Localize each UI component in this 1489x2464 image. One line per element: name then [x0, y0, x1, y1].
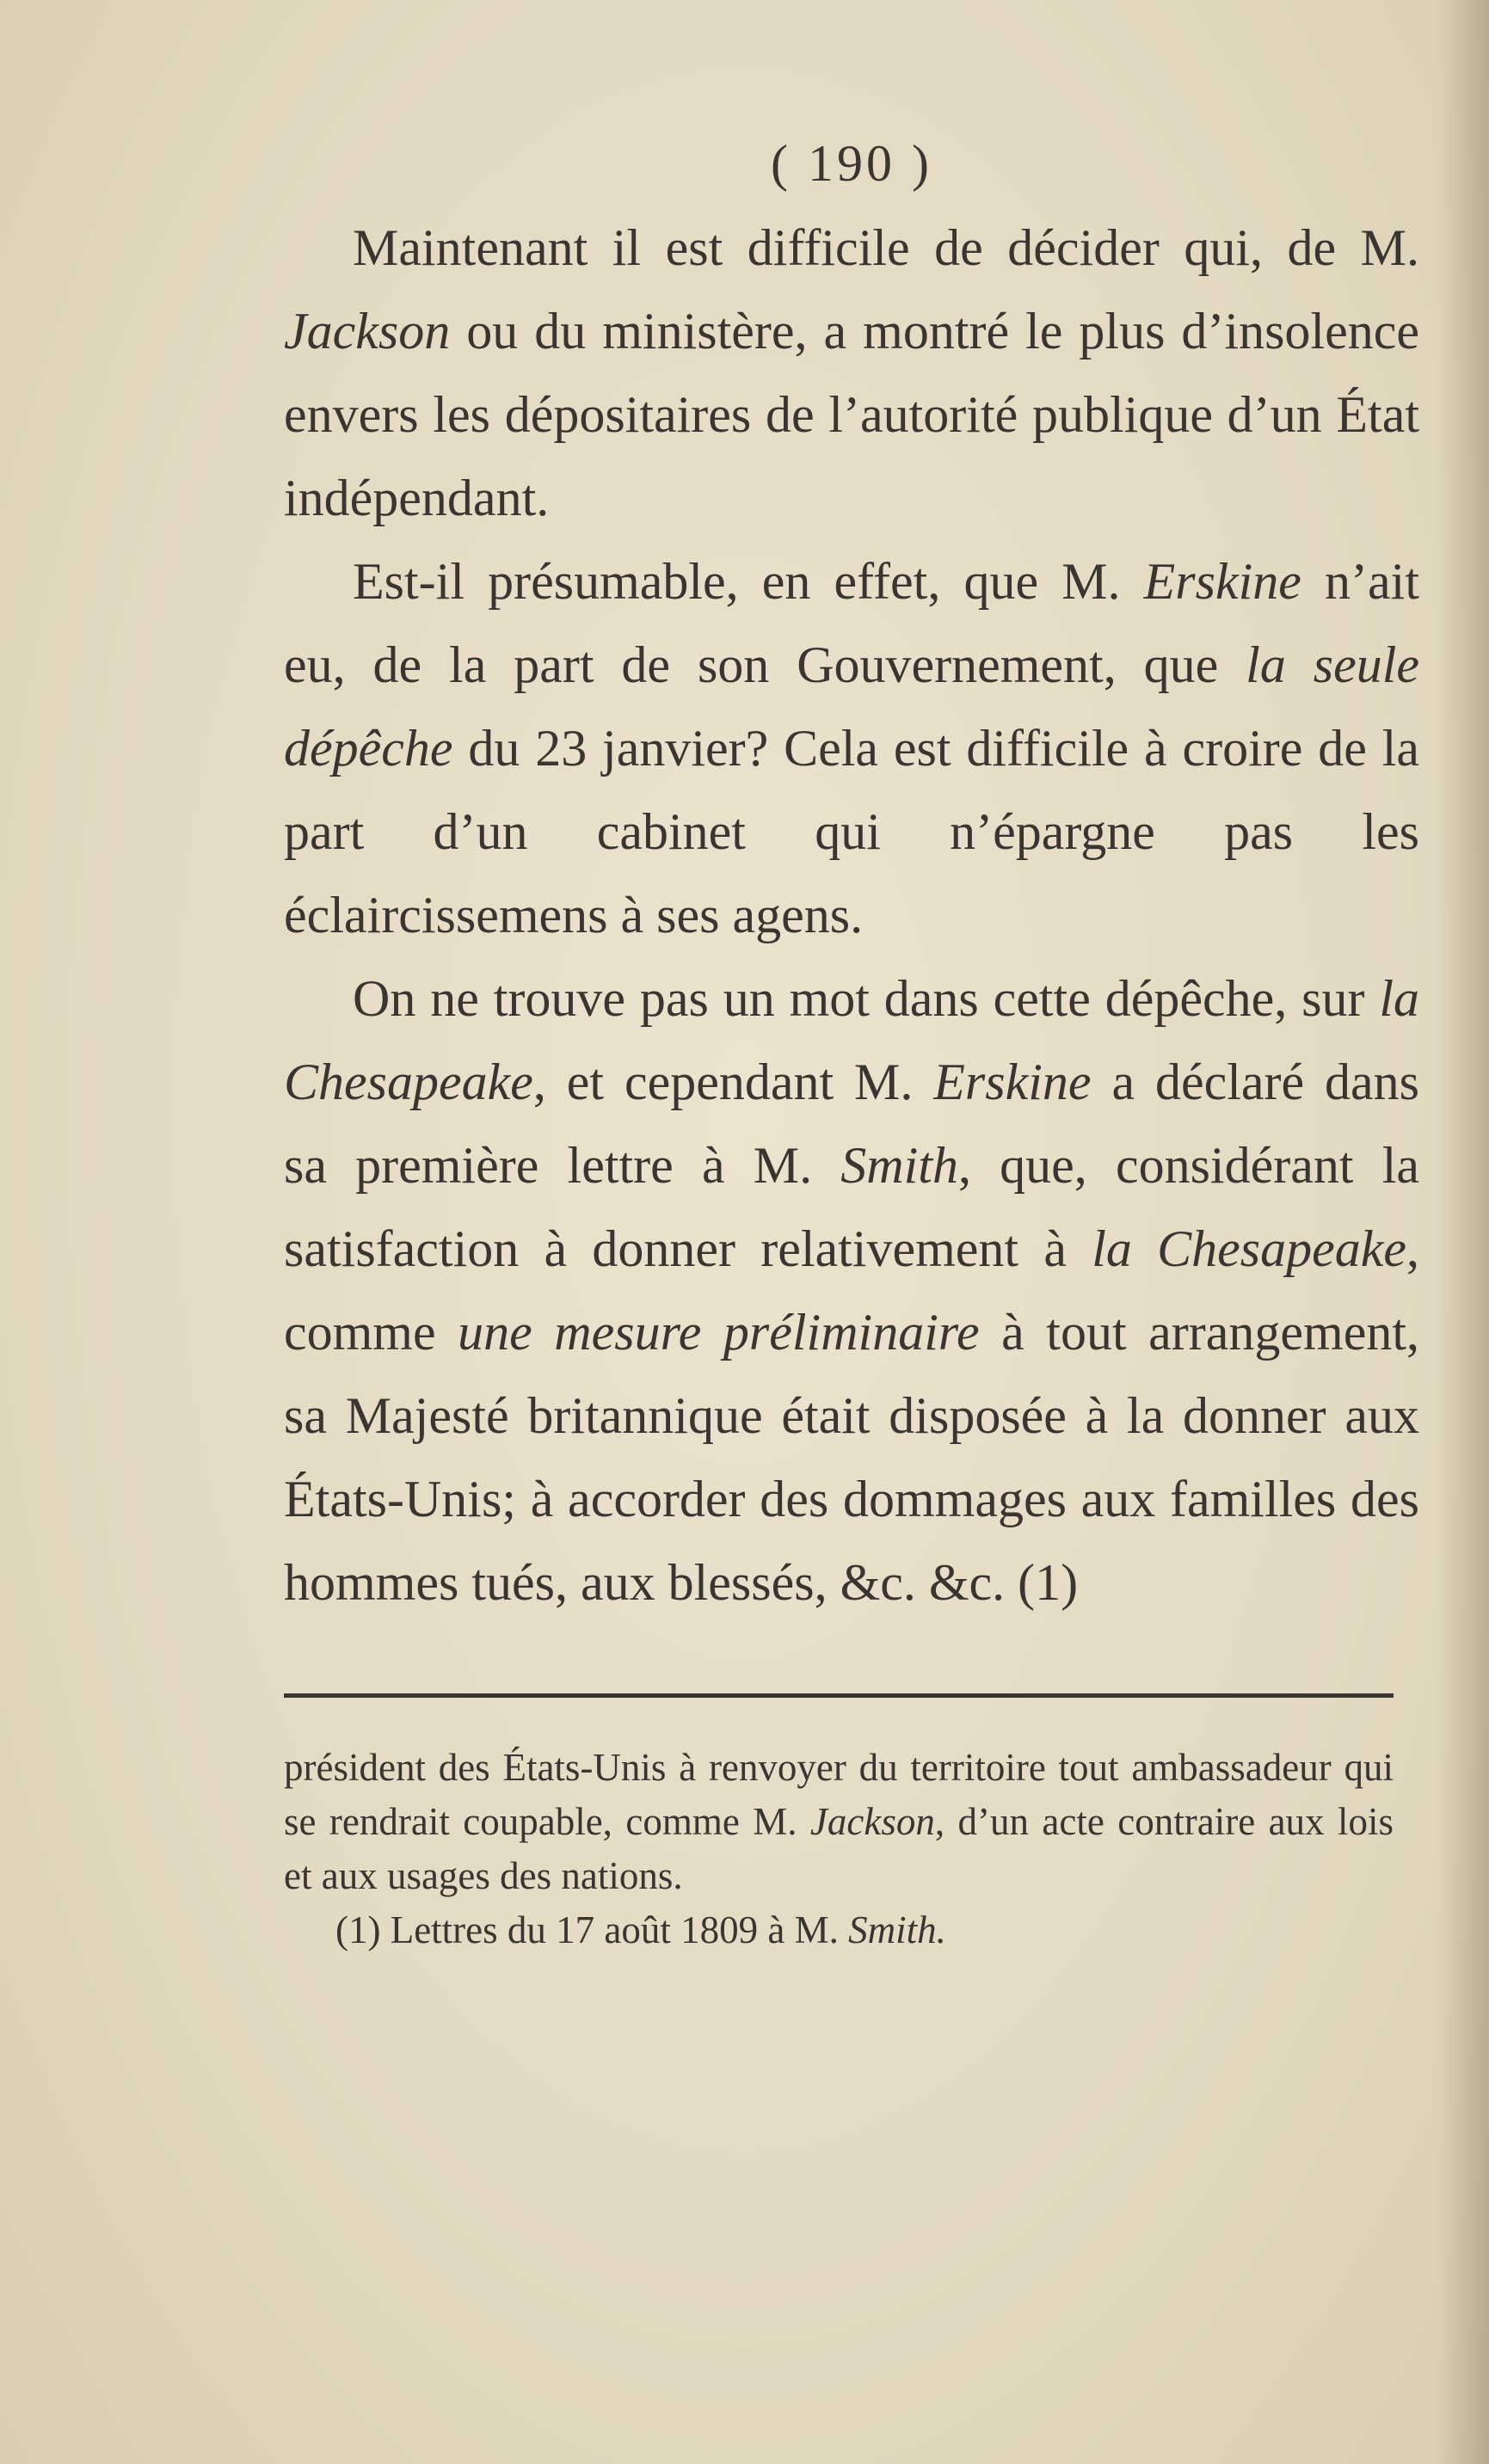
italic-text: la Chesapeake — [284, 970, 1419, 1110]
footnote — [284, 1903, 1394, 1957]
italic-text: Erskine — [933, 1054, 1092, 1110]
text-run: , et cependant M. — [532, 1054, 934, 1110]
italic-text: la Chesapeake — [1092, 1220, 1407, 1277]
italic-text: une mesure préliminaire — [458, 1304, 980, 1361]
text-run: ou du ministère, a montré le plus d’insolence envers les dépositaires de l’autorité publique d’un État indépendant. — [284, 303, 1419, 526]
text-run: Est-il présumable, en effet, que M. — [353, 553, 1144, 610]
text-run: n’ait eu, de la part de son Gouvernement, que — [284, 553, 1420, 693]
italic-text: Smith — [840, 1137, 958, 1194]
paragraph — [284, 206, 1419, 540]
text-run: a déclaré dans sa première lettre à M. — [284, 1054, 1419, 1194]
footnote-rule — [284, 1693, 1394, 1698]
paragraph — [284, 540, 1419, 957]
italic-text: la seule dépêche — [284, 636, 1420, 777]
text-run: , d’un acte contraire aux lois et aux usages des nations. — [284, 1800, 1394, 1897]
text-block — [284, 129, 1419, 1957]
italic-text: Jackson — [809, 1800, 935, 1843]
text-run: (1) Lettres du 17 août 1809 à M. — [335, 1908, 849, 1951]
text-run: du 23 janvier? Cela est difficile à croire de la part d’un cabinet qui n’épargne pas les éclaircissemens à ses agens. — [284, 720, 1419, 943]
italic-text: Jackson — [284, 303, 451, 359]
footnote — [284, 1741, 1394, 1903]
text-run: , comme — [284, 1220, 1420, 1361]
text-run: , que, considérant la satisfaction à donner relativement à — [284, 1137, 1419, 1277]
text-run: à tout arrangement, sa Majesté britannique était disposée à la donner aux États-Unis; à accorder des dommages aux familles des hommes tués, aux blessés, &c. &c. (1) — [284, 1304, 1419, 1611]
body-text — [284, 206, 1419, 1625]
page-edge-shadow — [1437, 0, 1489, 2464]
italic-text: Erskine — [1143, 553, 1301, 610]
italic-text: Smith. — [848, 1908, 946, 1951]
text-run: Maintenant il est difficile de décider qui, de M. — [353, 219, 1419, 276]
text-run: On ne trouve pas un mot dans cette dépêche, sur — [353, 970, 1380, 1027]
footnotes — [284, 1741, 1419, 1957]
text-run: président des États-Unis à renvoyer du territoire tout ambassadeur qui se rendrait coupable, comme M. — [284, 1746, 1394, 1843]
page-number: ( 190 ) — [771, 135, 932, 192]
paragraph — [284, 957, 1419, 1625]
